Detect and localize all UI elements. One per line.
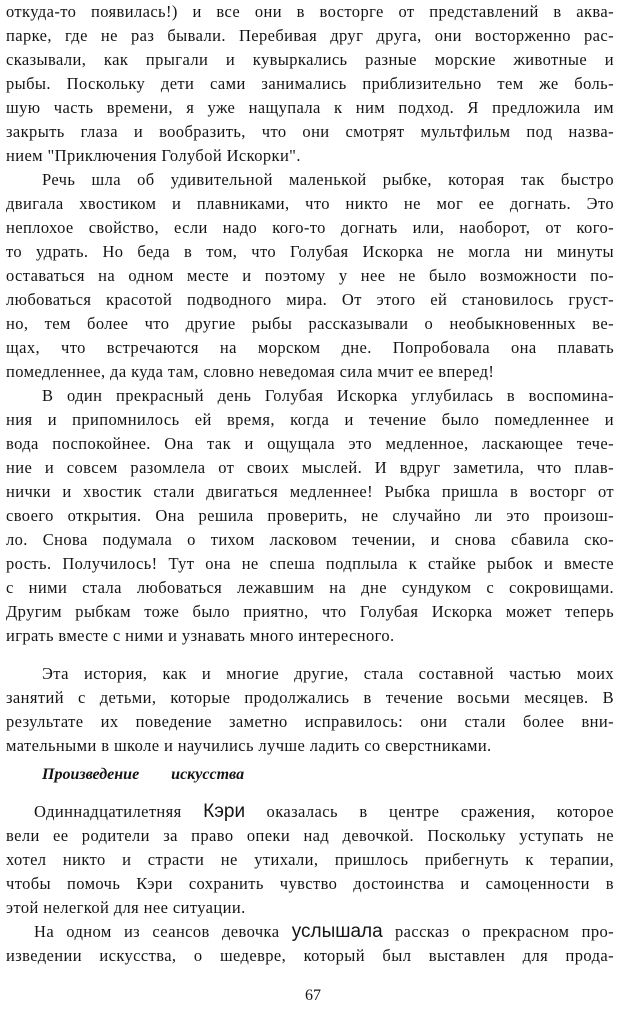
text-line: рость. Получилось! Тут она не спеша подплыла к стайке рыбок и вместе bbox=[6, 554, 614, 573]
text-line: результате их поведение заметно исправилось: они стали более вни- bbox=[6, 712, 614, 731]
text-line: рыбы. Поскольку дети сами занимались приблизительно тем же боль- bbox=[6, 74, 614, 93]
text-line: любоваться красотой подводного мира. От этого ей становилось груст- bbox=[6, 290, 614, 309]
text-line: чтобы помочь Кэри сохранить чувство достоинства и самоценности в bbox=[6, 874, 614, 893]
book-page bbox=[6, 0, 620, 1009]
emphasized-word: услышала bbox=[291, 921, 383, 942]
text-line: неплохое свойство, если надо кого-то догнать или, наоборот, от кого- bbox=[6, 218, 614, 237]
text-line: ния и припомнилось ей время, когда и течение было помедленнее и bbox=[6, 410, 614, 429]
name-word: Кэри bbox=[203, 801, 246, 822]
text-line: щах, что встречаются на морском дне. Попробовала она плавать bbox=[6, 338, 614, 357]
text-line: занятий с детьми, которые продолжались в течение восьми месяцев. В bbox=[6, 688, 614, 707]
text-line bbox=[34, 920, 614, 944]
text-line: парке, где не раз бывали. Перебивая друг друга, они восторженно рас- bbox=[6, 26, 614, 45]
text-line: ло. Снова подумала о тихом ласковом течении, и снова сбавила ско- bbox=[6, 530, 614, 549]
text-line: шую часть времени, я уже нащупала к ним подход. Я предложила им bbox=[6, 98, 614, 117]
text-line: двигала хвостиком и плавниками, что никто не мог ее догнать. Это bbox=[6, 194, 614, 213]
text-line: мательными в школе и научились лучше ладить со сверстниками. bbox=[6, 736, 492, 755]
text-run: оказалась в центре сражения, которое bbox=[245, 802, 614, 821]
text-line bbox=[34, 800, 614, 824]
text-line: Другим рыбкам тоже было приятно, что Голубая Искорка может теперь bbox=[6, 602, 614, 621]
text-line: хотел никто и страсти не утихали, пришлось прибегнуть к терапии, bbox=[6, 850, 614, 869]
text-run: На одном из сеансов девочка bbox=[34, 922, 292, 941]
text-line: ние и совсем разомлела от своих мыслей. И вдруг заметила, что плав- bbox=[6, 458, 614, 477]
text-line: вели ее родители за право опеки над девочкой. Поскольку уступать не bbox=[6, 826, 614, 845]
text-line: этой нелегкой для нее ситуации. bbox=[6, 898, 246, 917]
text-line: вода поспокойнее. Она так и ощущала это медленное, ласкающее тече- bbox=[6, 434, 614, 453]
text-line: но, тем более что другие рыбы рассказывали о необыкновенных ве- bbox=[6, 314, 614, 333]
text-line: играть вместе с ними и узнавать много интересного. bbox=[6, 626, 395, 645]
text-line: Эта история, как и многие другие, стала составной частью моих bbox=[42, 664, 614, 683]
text-line: изведении искусства, о шедевре, который был выставлен для прода- bbox=[6, 946, 614, 965]
page-number: 67 bbox=[305, 987, 321, 1004]
text-line: нием "Приключения Голубой Искорки". bbox=[6, 146, 301, 165]
text-run: рассказ о прекрасном про- bbox=[382, 922, 615, 941]
text-line: сказывали, как прыгали и кувыркались разные морские животные и bbox=[6, 50, 614, 69]
text-line: закрыть глаза и вообразить, что они смотрят мультфильм под назва- bbox=[6, 122, 614, 141]
text-line: нички и хвостик стали двигаться медленнее! Рыбка пришла в восторг от bbox=[6, 482, 614, 501]
text-line: оставаться на одном месте и поэтому у нее не было возможности по- bbox=[6, 266, 614, 285]
text-line: В один прекрасный день Голубая Искорка углубилась в воспомина- bbox=[42, 386, 614, 405]
text-line: с ними стала любоваться лежавшим на дне сундуком с сокровищами. bbox=[6, 578, 614, 597]
text-line: откуда-то появилась!) и все они в восторге от представлений в аква- bbox=[6, 2, 614, 21]
text-line: Речь шла об удивительной маленькой рыбке, которая так быстро bbox=[42, 170, 614, 189]
section-heading: Произведение искусства bbox=[42, 766, 245, 783]
text-run: Одиннадцатилетняя bbox=[34, 802, 204, 821]
text-line: то удрать. Но беда в том, что Голубая Искорка не могла ни минуты bbox=[6, 242, 614, 261]
text-line: своего открытия. Она решила проверить, не случайно ли это произош- bbox=[6, 506, 614, 525]
text-line: помедленнее, да куда там, словно неведомая сила мчит ее вперед! bbox=[6, 362, 495, 381]
